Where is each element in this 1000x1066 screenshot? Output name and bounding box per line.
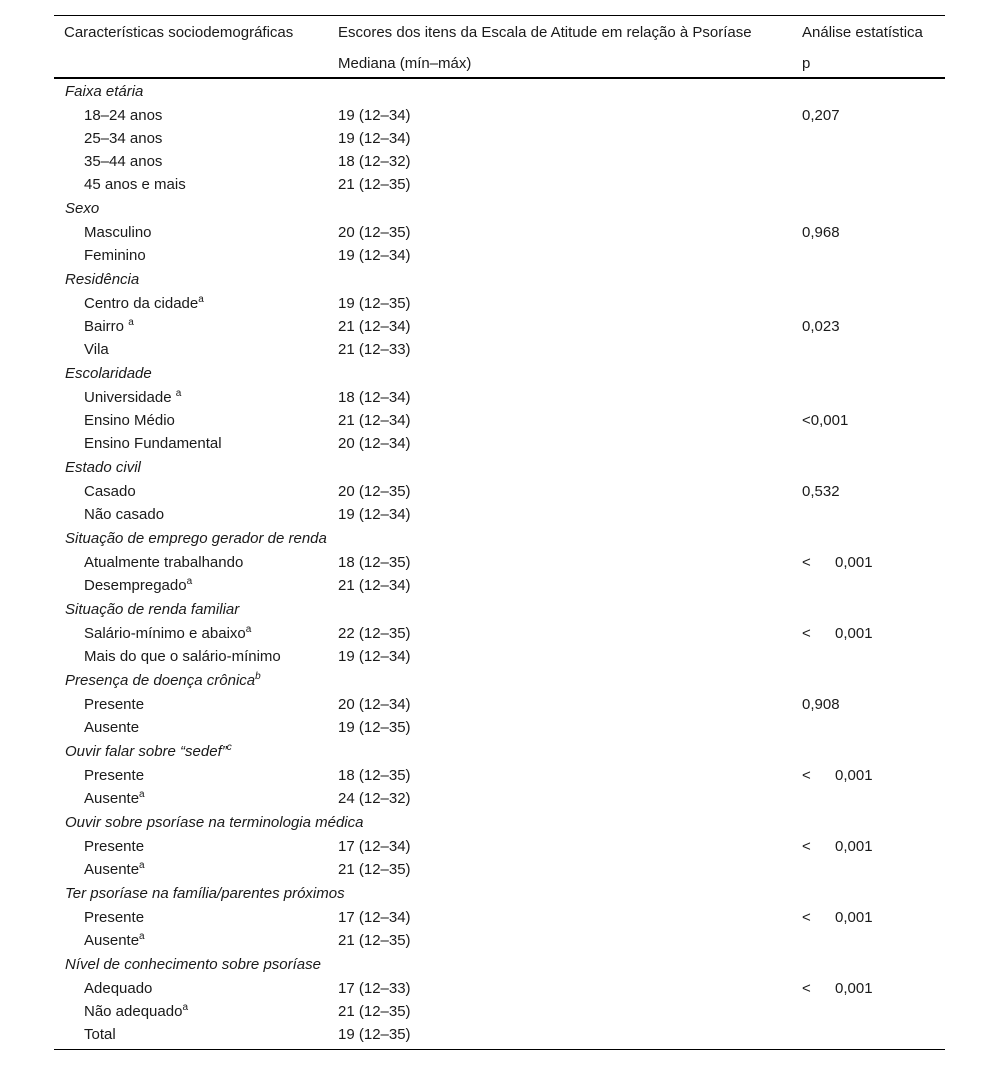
footnote-marker: a	[139, 931, 145, 942]
table-row	[54, 645, 945, 668]
row-score: 21 (12–35)	[338, 176, 411, 193]
section-title-text: Ouvir sobre psoríase na terminologia médica	[65, 814, 364, 831]
section-title-text: Ter psoríase na família/parentes próximos	[65, 885, 345, 902]
table-row	[54, 858, 945, 881]
row-label: Ensino Fundamental	[84, 435, 222, 452]
row-label-cell	[84, 127, 162, 150]
section-title	[54, 196, 945, 221]
footnote-marker: a	[139, 789, 145, 800]
footnote-marker: a	[175, 388, 182, 399]
row-score: 20 (12–34)	[338, 696, 411, 713]
table-row	[54, 693, 945, 716]
row-score: 18 (12–35)	[338, 767, 411, 784]
section-title	[54, 455, 945, 480]
row-label: Desempregado	[84, 577, 187, 594]
table-row	[54, 104, 945, 127]
header-characteristics: Características sociodemográficas	[64, 24, 294, 41]
table-header	[54, 15, 945, 77]
table-row	[54, 1023, 945, 1046]
row-score: 18 (12–35)	[338, 554, 411, 571]
table-row	[54, 432, 945, 455]
section-title	[54, 952, 945, 977]
table-row	[54, 716, 945, 739]
row-label-cell	[84, 977, 152, 1000]
row-label-cell	[84, 858, 145, 881]
row-label: 18–24 anos	[84, 107, 163, 124]
row-score: 19 (12–34)	[338, 506, 411, 523]
row-label-cell	[84, 574, 192, 597]
row-label: Ausente	[84, 932, 140, 949]
section-title-text: Faixa etária	[65, 83, 144, 100]
table-row	[54, 503, 945, 526]
row-label-cell	[84, 551, 243, 574]
table-row	[54, 1000, 945, 1023]
row-label-cell	[84, 409, 175, 432]
row-p-value: 0,001	[835, 767, 873, 784]
header-scores-line1: Escores dos itens da Escala de Atitude em relação à Psoríase	[338, 24, 752, 41]
table-row	[54, 221, 945, 244]
header-statistics-line2: p	[802, 55, 811, 72]
row-label: Ausente	[84, 790, 140, 807]
row-score: 20 (12–35)	[338, 224, 411, 241]
row-label: Salário-mínimo e abaixo	[84, 625, 246, 642]
row-score: 19 (12–34)	[338, 130, 411, 147]
row-label: Feminino	[84, 247, 146, 264]
row-label: Total	[84, 1026, 116, 1043]
footnote-marker: a	[139, 860, 145, 871]
row-label-cell	[84, 693, 144, 716]
row-label: Vila	[84, 341, 109, 358]
table-row	[54, 929, 945, 952]
table-row	[54, 173, 945, 196]
header-statistics-line1: Análise estatística	[802, 24, 923, 41]
row-label: Casado	[84, 483, 136, 500]
table-row	[54, 292, 945, 315]
row-p-value: 0,908	[802, 696, 840, 713]
p-less-than-sign: <	[802, 838, 811, 855]
row-label-cell	[84, 315, 134, 338]
table-row	[54, 622, 945, 645]
row-label-cell	[84, 622, 251, 645]
row-score: 18 (12–32)	[338, 153, 411, 170]
row-p-value: 0,968	[802, 224, 840, 241]
row-score: 21 (12–35)	[338, 861, 411, 878]
row-p-value: 0,001	[835, 980, 873, 997]
row-score: 20 (12–35)	[338, 483, 411, 500]
p-less-than-sign: <	[802, 625, 811, 642]
table-bottom-rule	[54, 1049, 945, 1050]
p-less-than-sign: <	[802, 909, 811, 926]
section-title-text: Sexo	[65, 200, 100, 217]
row-label-cell	[84, 787, 145, 810]
section-title-text: Residência	[65, 271, 140, 288]
row-label-cell	[84, 716, 139, 739]
section-title	[54, 668, 945, 693]
table-row	[54, 787, 945, 810]
row-score: 21 (12–34)	[338, 412, 411, 429]
row-label-cell	[84, 244, 146, 267]
table-row	[54, 127, 945, 150]
row-p-value: 0,023	[802, 318, 840, 335]
table-row	[54, 835, 945, 858]
row-score: 21 (12–33)	[338, 341, 411, 358]
header-statistics	[802, 17, 923, 79]
footnote-marker: a	[182, 1002, 188, 1013]
row-label-cell	[84, 292, 204, 315]
row-label: Universidade	[84, 389, 176, 406]
row-label-cell	[84, 645, 281, 668]
table-row	[54, 764, 945, 787]
table-row	[54, 977, 945, 1000]
row-score: 20 (12–34)	[338, 435, 411, 452]
row-p-value: 0,001	[835, 838, 873, 855]
row-label-cell	[84, 1000, 188, 1023]
section-title-text: Situação de emprego gerador de renda	[65, 530, 327, 547]
row-label: Presente	[84, 838, 145, 855]
row-score: 19 (12–35)	[338, 1026, 411, 1043]
row-label-cell	[84, 150, 162, 173]
footnote-marker: c	[226, 742, 232, 753]
table-row	[54, 315, 945, 338]
row-label: Presente	[84, 696, 145, 713]
row-p-value: 0,001	[835, 909, 873, 926]
row-score: 21 (12–35)	[338, 932, 411, 949]
row-score: 21 (12–35)	[338, 1003, 411, 1020]
row-label-cell	[84, 338, 109, 361]
section-title	[54, 810, 945, 835]
table-row	[54, 906, 945, 929]
section-title-text: Nível de conhecimento sobre psoríase	[65, 956, 321, 973]
row-label: Bairro	[84, 318, 129, 335]
section-title-text: Estado civil	[65, 459, 141, 476]
table-row	[54, 338, 945, 361]
footnote-marker: b	[255, 671, 261, 682]
row-score: 17 (12–34)	[338, 838, 411, 855]
table-row	[54, 409, 945, 432]
row-label-cell	[84, 929, 145, 952]
section-title-text: Presença de doença crônica	[65, 672, 256, 689]
header-scores	[338, 17, 752, 79]
table-row	[54, 244, 945, 267]
row-label-cell	[84, 906, 144, 929]
row-p-value: 0,532	[802, 483, 840, 500]
p-less-than-sign: <	[802, 554, 811, 571]
row-score: 17 (12–34)	[338, 909, 411, 926]
section-title	[54, 526, 945, 551]
table-row	[54, 480, 945, 503]
section-title-text: Escolaridade	[65, 365, 152, 382]
row-label: Não casado	[84, 506, 165, 523]
row-label: Adequado	[84, 980, 153, 997]
section-title-text: Ouvir falar sobre “sedef”	[65, 743, 227, 760]
row-label-cell	[84, 104, 162, 127]
table-row	[54, 386, 945, 409]
row-score: 21 (12–34)	[338, 318, 411, 335]
row-score: 19 (12–34)	[338, 247, 411, 264]
row-label: 45 anos e mais	[84, 176, 186, 193]
row-label: Atualmente trabalhando	[84, 554, 244, 571]
row-label-cell	[84, 432, 222, 455]
row-label: Mais do que o salário-mínimo	[84, 648, 281, 665]
row-p-value: ˂0,001	[802, 412, 849, 429]
footnote-marker: a	[245, 624, 252, 635]
row-p-value: 0,001	[835, 625, 873, 642]
row-label-cell	[84, 480, 136, 503]
row-label: Ensino Médio	[84, 412, 175, 429]
table-row	[54, 150, 945, 173]
section-title	[54, 739, 945, 764]
row-score: 22 (12–35)	[338, 625, 411, 642]
row-score: 19 (12–34)	[338, 648, 411, 665]
row-label-cell	[84, 503, 164, 526]
section-title	[54, 881, 945, 906]
row-label: Ausente	[84, 719, 140, 736]
row-label: Ausente	[84, 861, 140, 878]
section-title	[54, 361, 945, 386]
row-label-cell	[84, 173, 186, 196]
row-label-cell	[84, 386, 181, 409]
row-label-cell	[84, 221, 152, 244]
row-score: 19 (12–34)	[338, 107, 411, 124]
footnote-marker: a	[198, 294, 204, 305]
row-score: 18 (12–34)	[338, 389, 411, 406]
p-less-than-sign: <	[802, 980, 811, 997]
row-label: Não adequado	[84, 1003, 183, 1020]
row-label: Presente	[84, 909, 145, 926]
row-label: Presente	[84, 767, 145, 784]
header-scores-line2: Mediana (mín–máx)	[338, 55, 472, 72]
row-score: 19 (12–35)	[338, 719, 411, 736]
row-p-value: 0,207	[802, 107, 840, 124]
row-score: 21 (12–34)	[338, 577, 411, 594]
table-row	[54, 574, 945, 597]
row-label-cell	[84, 1023, 116, 1046]
row-score: 17 (12–33)	[338, 980, 411, 997]
row-label: 25–34 anos	[84, 130, 163, 147]
section-title-text: Situação de renda familiar	[65, 601, 240, 618]
footnote-marker: a	[186, 576, 193, 587]
row-label-cell	[84, 835, 144, 858]
table-body	[54, 79, 945, 1046]
table-row	[54, 551, 945, 574]
section-title	[54, 79, 945, 104]
row-p-value: 0,001	[835, 554, 873, 571]
row-label: Centro da cidade	[84, 295, 199, 312]
row-label: 35–44 anos	[84, 153, 163, 170]
footnote-marker: a	[128, 317, 134, 328]
row-score: 19 (12–35)	[338, 295, 411, 312]
row-label-cell	[84, 764, 144, 787]
p-less-than-sign: <	[802, 767, 811, 784]
row-score: 24 (12–32)	[338, 790, 411, 807]
row-label: Masculino	[84, 224, 152, 241]
section-title	[54, 597, 945, 622]
section-title	[54, 267, 945, 292]
